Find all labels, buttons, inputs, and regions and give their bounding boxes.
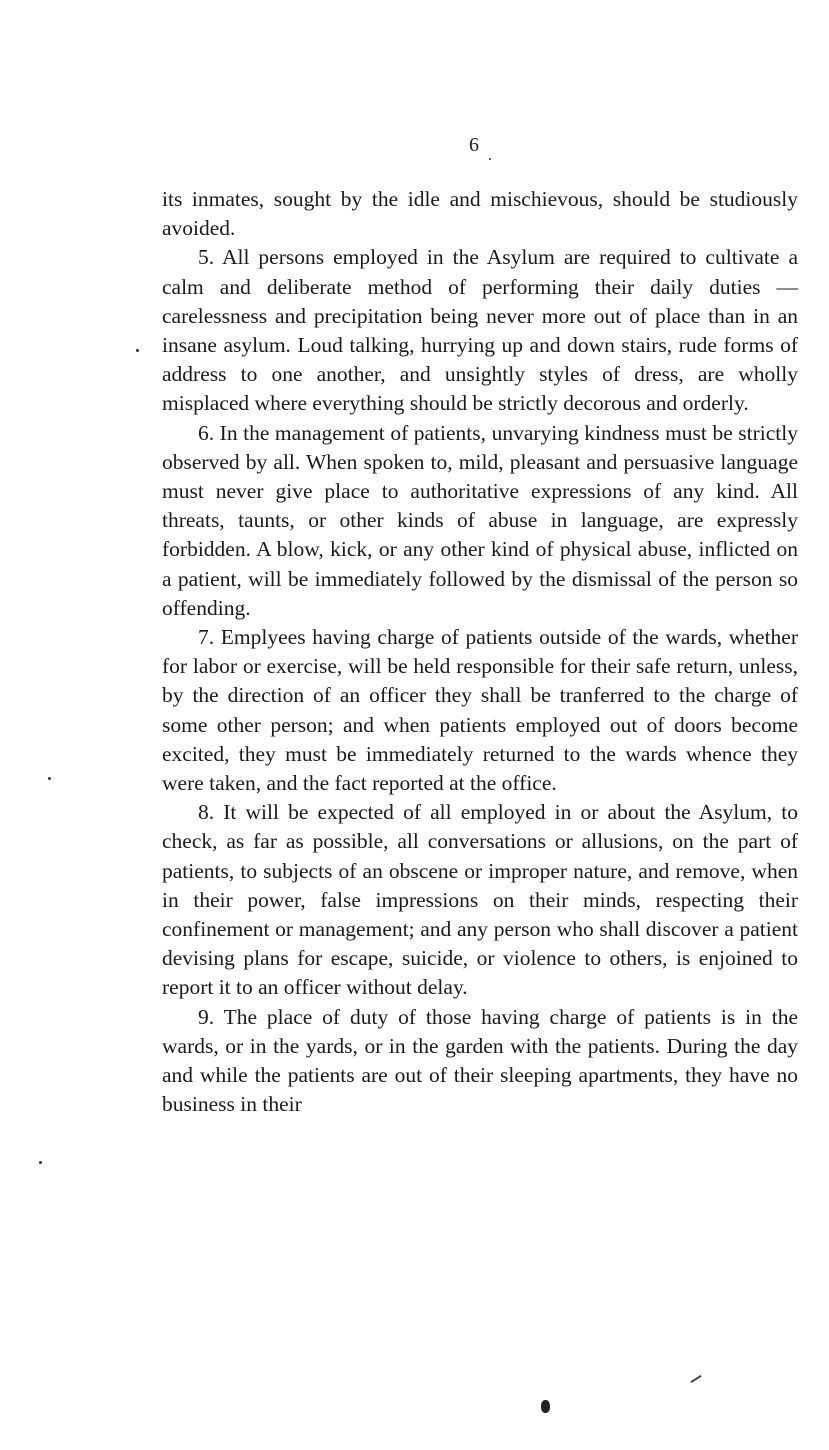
paragraph-rule-9: 9. The place of duty of those having charge of patients is in the wards, or in the yards, or in the garden with the patients. During the day and while the patients are out of their sleeping apartments, they have no business in their [162,1004,798,1117]
scan-speck [489,158,491,160]
paragraph-rule-6: 6. In the management of patients, unvarying kindness must be strictly observed by all. When spoken to, mild, pleasant and persuasive language must never give place to authoritative expressions of any kind. All threats, taunts, or other kinds of abuse in language, are expressly forbidden. A blow, kick, or any other kind of physical abuse, inflicted on a patient, will be immediately followed by the dismissal of the person so offending. [162,420,798,620]
ink-blot [541,1400,550,1413]
paragraph-continuation: its inmates, sought by the idle and mischievous, should be studiously avoided. [162,187,798,241]
scan-speck [136,349,139,352]
scan-speck [48,777,51,780]
paragraph-rule-5: 5. All persons employed in the Asylum are required to cultivate a calm and deliberate method of performing their daily duties — carelessness and precipitation being never more out of place than in an insane asylum. Loud talking, hurrying up and down stairs, rude forms of address to one another, and unsightly styles of dress, are wholly misplaced where everything should be strictly decorous and orderly. [162,245,798,416]
body-text [162,185,798,1120]
scan-speck [39,1161,42,1164]
paragraph-rule-8: 8. It will be expected of all employed in or about the Asylum, to check, as far as possible, all conversations or allusions, on the part of patients, to subjects of an obscene or improper nature, and remove, when in their power, false impressions on their minds, respecting their confinement or management; and any person who shall discover a patient devising plans for escape, suicide, or violence to others, is enjoined to report it to an officer without delay. [162,800,798,1000]
page-number: 6 [469,134,479,156]
margin-mark [690,1375,701,1383]
paragraph-rule-7: 7. Emplyees having charge of patients outside of the wards, whether for labor or exercise, will be held responsible for their safe return, unless, by the direction of an officer they shall be tranferred to the charge of some other person; and when patients employed out of doors become excited, they must be immediately returned to the wards whence they were taken, and the fact reported at the office. [162,625,798,796]
